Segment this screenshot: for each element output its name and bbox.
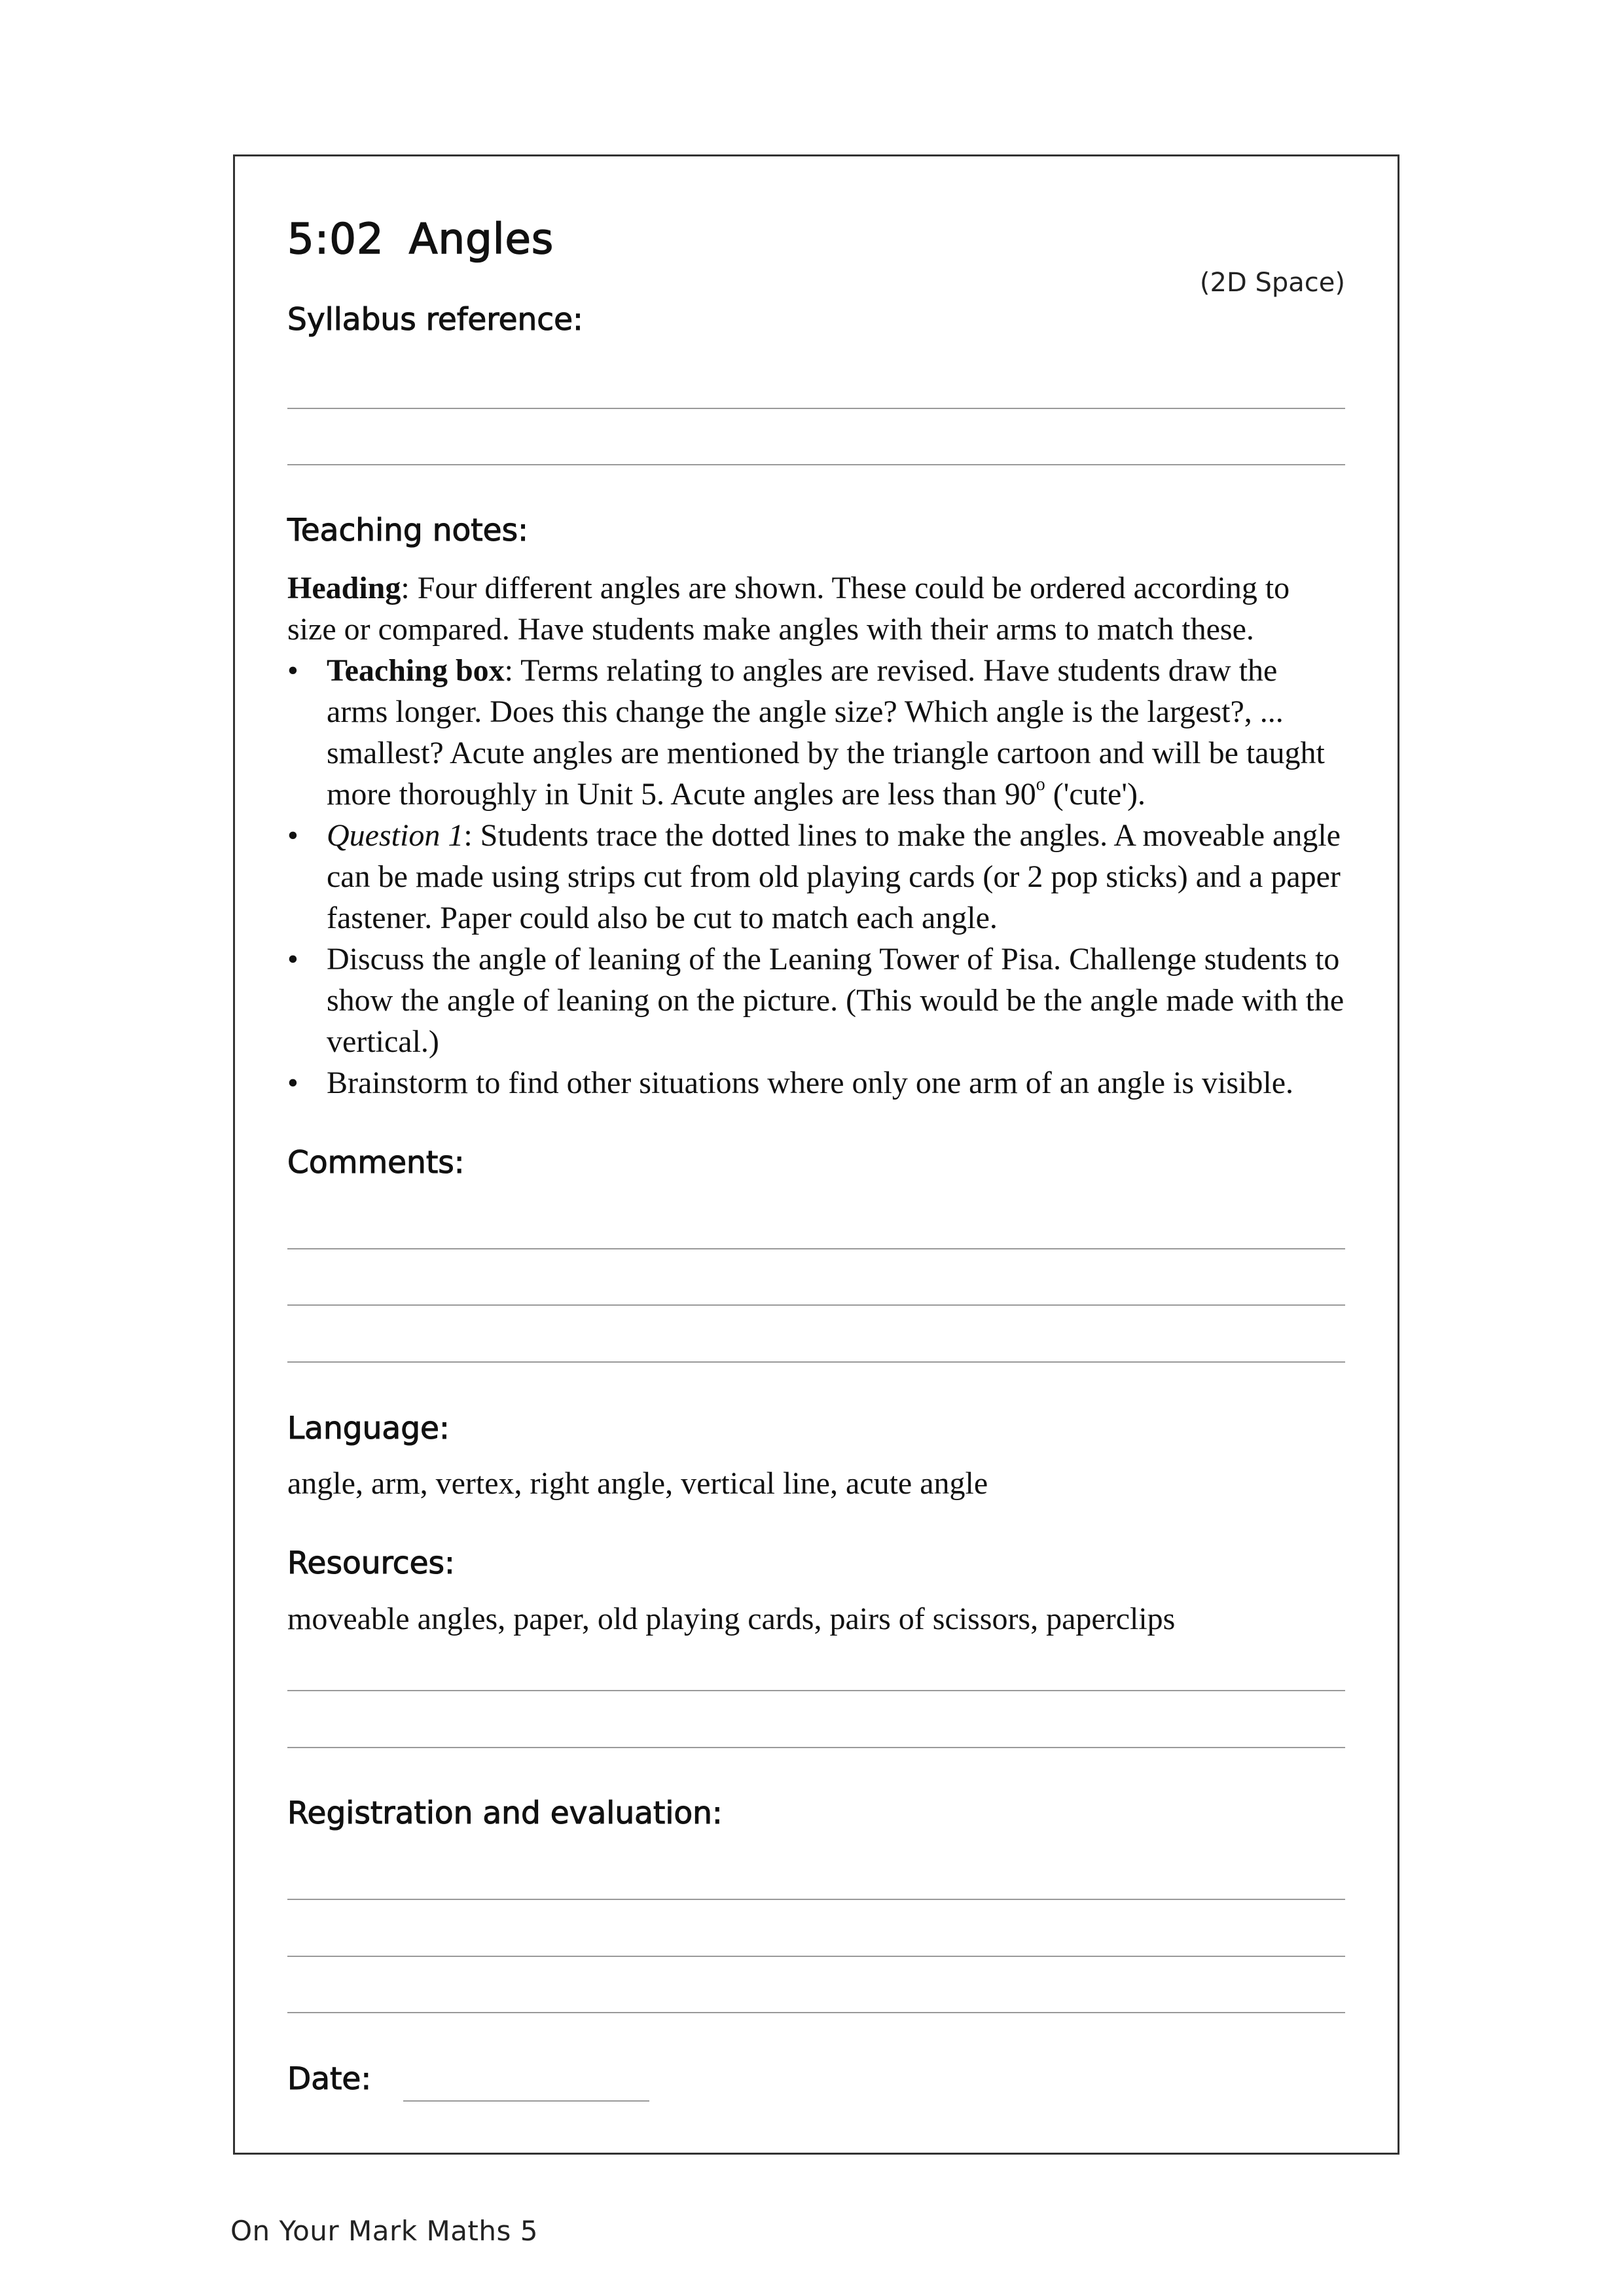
- page-title: [287, 215, 554, 264]
- date-line: [403, 2100, 649, 2102]
- notes-list: [287, 650, 1345, 1103]
- lesson-title: Angles: [408, 215, 554, 264]
- comments-line-1: [287, 1248, 1345, 1249]
- registration-label: Registration and evaluation:: [287, 1795, 723, 1831]
- list-item: [287, 939, 1345, 1062]
- date-label: Date:: [287, 2061, 372, 2097]
- footer-text: On Your Mark Maths 5: [230, 2215, 538, 2247]
- registration-line-1: [287, 1899, 1345, 1900]
- resources-line-2: [287, 1747, 1345, 1748]
- degree-superscript: o: [1036, 774, 1045, 795]
- list-item: [287, 815, 1345, 939]
- lesson-number: 5:02: [287, 215, 384, 264]
- heading-note-label: Heading: [287, 571, 401, 605]
- list-item-label: Question 1: [327, 818, 464, 853]
- list-item: [287, 650, 1345, 815]
- resources-label: Resources:: [287, 1545, 455, 1581]
- syllabus-line-2: [287, 464, 1345, 465]
- list-item: [287, 1062, 1345, 1103]
- syllabus-reference-label: Syllabus reference:: [287, 302, 583, 338]
- registration-line-3: [287, 2012, 1345, 2013]
- list-item-text: Discuss the angle of leaning of the Leaning Tower of Pisa. Challenge students to show the angle of leaning on the picture. (This would be the angle made with the vertical.): [327, 942, 1344, 1059]
- bullet-icon: •: [287, 818, 298, 853]
- heading-note: [287, 567, 1345, 650]
- list-item-text: : Terms relating to angles are revised. Have students draw the arms longer. Does this change the angle size? Which angle is the largest?, ... smallest? Acute angles are mentioned by the triangle cartoon and will be taught more thoroughly in Unit 5. Acute angles are less than 90: [327, 653, 1325, 812]
- card-content: [287, 156, 1345, 2153]
- bullet-icon: •: [287, 1066, 298, 1100]
- comments-line-2: [287, 1304, 1345, 1306]
- language-label: Language:: [287, 1410, 450, 1446]
- resources-text: moveable angles, paper, old playing cards, pairs of scissors, paperclips: [287, 1602, 1176, 1636]
- language-text: angle, arm, vertex, right angle, vertical line, acute angle: [287, 1466, 988, 1501]
- teacher-notes-card: [233, 154, 1399, 2155]
- list-item-tail: ('cute').: [1045, 777, 1146, 812]
- teaching-notes-label: Teaching notes:: [287, 512, 528, 548]
- comments-label: Comments:: [287, 1145, 465, 1181]
- registration-line-2: [287, 1956, 1345, 1957]
- syllabus-line-1: [287, 408, 1345, 409]
- comments-line-3: [287, 1361, 1345, 1363]
- resources-line-1: [287, 1690, 1345, 1691]
- bullet-icon: •: [287, 653, 298, 688]
- list-item-label: Teaching box: [327, 653, 505, 688]
- list-item-text: Brainstorm to find other situations where only one arm of an angle is visible.: [327, 1066, 1294, 1100]
- strand-label: (2D Space): [1199, 268, 1345, 298]
- bullet-icon: •: [287, 942, 298, 977]
- teaching-notes-body: [287, 567, 1345, 1103]
- list-item-text: : Students trace the dotted lines to make the angles. A moveable angle can be made using strips cut from old playing cards (or 2 pop sticks) and a paper fastener. Paper could also be cut to match each angle.: [327, 818, 1341, 935]
- heading-note-text: : Four different angles are shown. These could be ordered according to size or compared. Have students make angles with their arms to match these.: [287, 571, 1290, 647]
